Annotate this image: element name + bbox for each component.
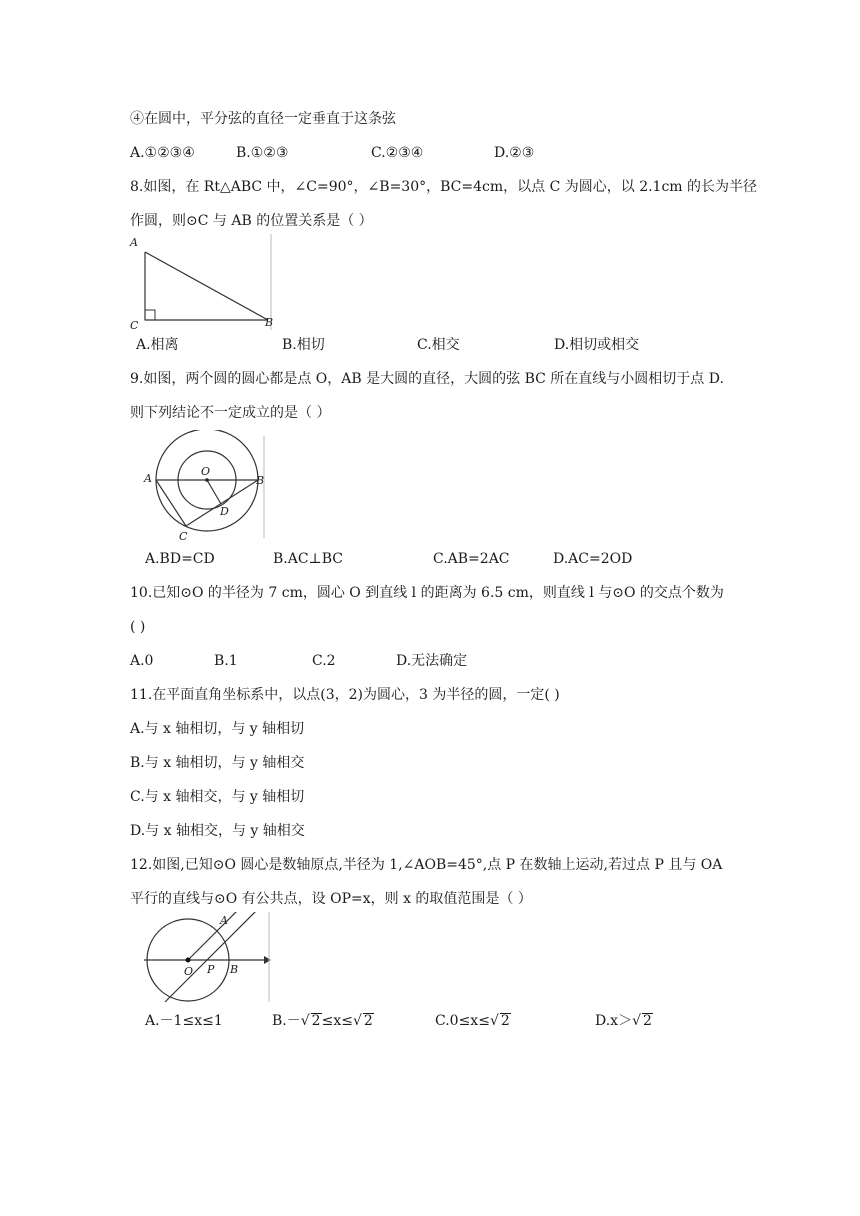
q12-label-a: A <box>220 914 228 927</box>
radicand: 2 <box>311 1013 321 1029</box>
q12-option-a: A.－1≤x≤1 <box>145 1013 223 1029</box>
sqrt-symbol: √ <box>489 1013 499 1029</box>
q8-label-c: C <box>130 319 139 330</box>
q7-option-a: A.①②③④ <box>130 145 195 161</box>
q8-triangle-figure <box>128 234 278 330</box>
q8-label-a: A <box>130 236 138 249</box>
sqrt-symbol: √ <box>632 1013 641 1029</box>
q9-label-d: D <box>220 505 229 518</box>
q10-option-a: A.0 <box>130 653 154 669</box>
q11-option-a: A.与 x 轴相切，与 y 轴相切 <box>130 721 305 737</box>
q8-option-b: B.相切 <box>282 337 325 353</box>
q9-label-a: A <box>144 472 152 485</box>
q12-option-c: C.0≤x≤√ 2 <box>435 1013 510 1029</box>
q8-label-b: B <box>265 316 274 329</box>
q12-option-d: D.x＞√ 2 <box>595 1013 652 1029</box>
q9-label-c: C <box>179 530 188 542</box>
q12-number-line-circle-figure <box>140 912 275 1004</box>
sqrt-symbol: √ <box>300 1013 310 1029</box>
q9-option-a: A.BD=CD <box>145 551 215 567</box>
q9-option-c: C.AB=2AC <box>433 551 510 567</box>
q12-label-b: B <box>230 963 239 976</box>
q7-option-c: C.②③④ <box>371 145 424 161</box>
q12-stem-line-2: 平行的直线与⊙O 有公共点，设 OP=x，则 x 的取值范围是（ ） <box>130 891 532 907</box>
q8-option-a: A.相离 <box>136 337 179 353</box>
q9-option-d: D.AC=2OD <box>553 551 633 567</box>
q9-option-b: B.AC⊥BC <box>273 551 343 567</box>
radicand: 2 <box>500 1013 510 1029</box>
q11-stem: 11.在平面直角坐标系中，以点(3，2)为圆心，3 为半径的圆，一定( ) <box>130 687 560 703</box>
q8-stem-line-2: 作圆，则⊙C 与 AB 的位置关系是（ ） <box>130 213 373 229</box>
q10-stem-line-1: 10.已知⊙O 的半径为 7 cm，圆心 O 到直线 l 的距离为 6.5 cm，则直线 l 与⊙O 的交点个数为 <box>130 585 724 601</box>
q8-stem-line-1: 8.如图，在 Rt△ABC 中，∠C=90°，∠B=30°，BC=4cm，以点 C 为圆心，以 2.1cm 的长为半径 <box>130 179 758 195</box>
q9-label-b: B <box>256 474 265 487</box>
q12-stem-line-1: 12.如图,已知⊙O 圆心是数轴原点,半径为 1,∠AOB=45°,点 P 在数轴上运动,若过点 P 且与 OA <box>130 857 723 873</box>
q9-label-o: O <box>201 465 211 478</box>
radicand: 2 <box>643 1013 652 1029</box>
q7-option-b: B.①②③ <box>236 145 289 161</box>
q10-option-d: D.无法确定 <box>396 653 468 669</box>
q9-stem-line-2: 则下列结论不一定成立的是（ ） <box>130 405 331 421</box>
q11-option-d: D.与 x 轴相交，与 y 轴相交 <box>130 823 305 839</box>
q7-statement-4: ④在圆中，平分弦的直径一定垂直于这条弦 <box>130 111 396 127</box>
q10-option-c: C.2 <box>312 653 336 669</box>
q11-option-c: C.与 x 轴相交，与 y 轴相切 <box>130 789 305 805</box>
q12-label-o: O <box>184 965 194 978</box>
q12-label-p: P <box>207 963 215 976</box>
q11-option-b: B.与 x 轴相切，与 y 轴相交 <box>130 755 305 771</box>
q10-option-b: B.1 <box>214 653 238 669</box>
sqrt-symbol: √ <box>352 1013 362 1029</box>
radicand: 2 <box>363 1013 373 1029</box>
q8-option-c: C.相交 <box>417 337 460 353</box>
q9-concentric-circles-figure <box>140 430 265 542</box>
q8-option-d: D.相切或相交 <box>554 337 640 353</box>
q9-stem-line-1: 9.如图，两个圆的圆心都是点 O，AB 是大圆的直径，大圆的弦 BC 所在直线与小圆相切于点 D. <box>130 371 724 387</box>
q10-stem-line-2: ( ) <box>130 619 146 635</box>
q12-option-b: B.－√ 2≤x≤√ 2 <box>272 1013 373 1029</box>
q7-option-d: D.②③ <box>494 145 535 161</box>
